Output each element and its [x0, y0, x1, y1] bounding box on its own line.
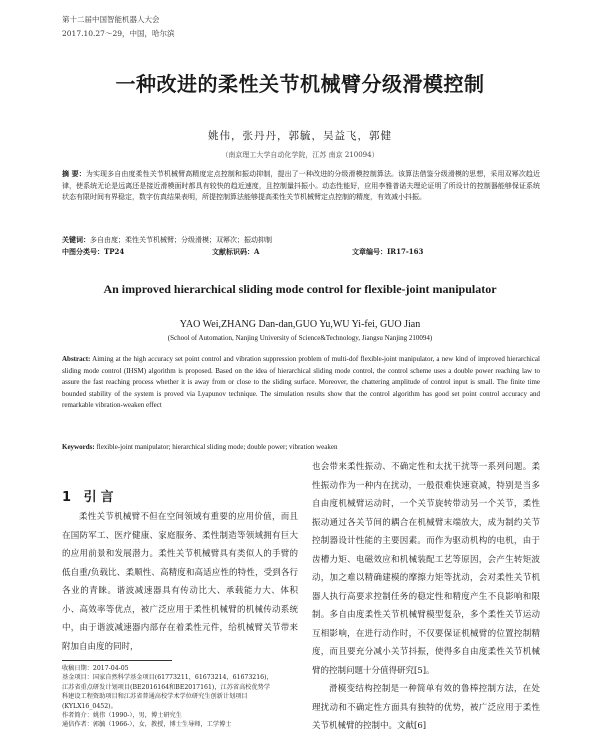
abstract-en-text: Aiming at the high accuracy set point control and vibration suppression problem of multi-dof flexible-joint manipulator, a new kind of improved hierarchical sliding mode control (IHSM) algorithm is proposed. Based on the idea of hierarchical sliding mode control, the control scheme uses a double power reaching law to assure the fast reaching process whether it is away from or close to the sliding surface. Moreover, the chattering amplitude of control input is small. The finite time bounded stability of the system is proved via Lyapunov technique. The simulation results show that the control algorithm has good set point control accuracy and remarkable vibration-weaken effect: [62, 355, 540, 409]
article-no-value: IR17-163: [387, 247, 424, 256]
doc-code-value: A: [254, 247, 260, 256]
body-right-paragraph-1: 也会带来柔性振动、不确定性和太扰干扰等一系列问题。柔性振动作为一种内在扰动，一般很难快速衰减，特别是当多自由度机械臂运动时，一个关节旋转带动另一个关节，柔性振动通过各关节间的耦合在机械臂末端放大，成为制约关节控制器设计性能的主要因素。而作为驱动机构的电机，由于齿槽力矩、电磁效应和机械装配工艺等原因，会产生转矩波动，加之难以精确建模的摩擦力矩等扰动，会对柔性关节机器人执行高要求控制任务的稳定性和精度产生不良影响和限制。多自由度柔性关节机械臂模型复杂，多个柔性关节运动互相影响，在进行动作时，不仅要保证机械臂的位置控制精度，而且要充分减小关节抖振，使得多自由度柔性关节机械臂的控制问题十分值得研究[5]。: [312, 462, 540, 676]
keywords-cn-label: 关键词：: [62, 235, 90, 244]
conference-date-place: 2017.10.27～29，中国，哈尔滨: [62, 29, 175, 38]
doc-code-label: 文献标识码：: [212, 247, 254, 256]
classification-line: [62, 247, 540, 257]
footnote-rule: [62, 660, 172, 661]
authors-en: YAO Wei,ZHANG Dan-dan,GUO Yu,WU Yi-fei, GUO Jian: [179, 319, 421, 330]
paper-title-cn: 一种改进的柔性关节机械臂分级滑模控制: [115, 72, 485, 96]
paper-title-en: An improved hierarchical sliding mode control for flexible-joint manipulator: [103, 282, 497, 296]
conference-name: 第十二届中国智能机器人大会: [62, 15, 160, 24]
footnote-line: 通信作者：郭毓（1966-），女，教授，博士生导师，工学博士: [62, 721, 232, 729]
abstract-en: [62, 354, 540, 412]
body-right-column: [312, 458, 540, 736]
abstract-en-label: Abstract:: [62, 355, 91, 363]
keywords-cn-text: 多自由度；柔性关节机械臂；分级滑模；双幂次；振动抑制: [90, 236, 272, 244]
affiliation-en: (School of Automation, Nanjing University of Science&Technology, Jiangsu Nanjing 210094): [167, 334, 433, 342]
footnote-line: 收稿日期：2017-04-05: [62, 665, 129, 672]
keywords-cn: [62, 234, 540, 246]
affiliation-cn: （南京理工大学自动化学院，江苏 南京 210094）: [221, 151, 379, 159]
clc-label: 中图分类号：: [62, 247, 104, 256]
abstract-cn-label: 摘 要：: [62, 169, 86, 178]
footnote-line: 基金项目：国家自然科学基金项目(61773211，61673214，61673216)，: [62, 674, 273, 682]
keywords-en: [62, 443, 540, 451]
section-heading-introduction: 1 引言: [62, 490, 118, 505]
footnote-line: 科建设工程资助项目和江苏省普通高校学术学位研究生创新计划项目: [62, 693, 248, 701]
body-left-column: 柔性关节机械臂不但在空间领域有重要的应用价值，而且在国防军工、医疗健康、家庭服务、柔性制造等领域拥有巨大的应用前景和发展潜力。柔性关节机械臂具有类似人的手臂的低自重/负载比、柔顺性、高精度和高适应性的特性，受到各行各业的青睐。谐波减速器具有传动比大、承载能力大、体积小、高效率等优点，被广泛应用于柔性机械臂的机械传动系统中，由于谐波减速器内部存在着柔性元件，给机械臂关节带来附加自由度的同时，: [62, 512, 298, 652]
article-no-label: 文章编号：: [352, 247, 387, 256]
footnote-line: 作者简介：姚伟（1990-），男，博士研究生: [62, 712, 182, 720]
body-right-paragraph-2: 滑模变结构控制是一种简单有效的鲁棒控制方法，在处理扰动和不确定性方面具有独特的优势，被广泛应用于柔性关节机械臂的控制中。文献[6]: [312, 684, 540, 731]
footnotes: [62, 664, 298, 730]
authors-cn: 姚伟，张丹丹，郭毓，吴益飞，郭健: [208, 130, 392, 142]
abstract-cn: [62, 168, 540, 204]
abstract-cn-text: 为实现多自由度柔性关节机械臂高精度定点控制和振动抑制，提出了一种改进的分级滑模控制算法。该算法借鉴分级滑模的思想，采用双幂次趋近律，使系统无论是远离还是接近滑模面时都具有较快的趋近速度，且控制量抖振小。动态性能好，应用李雅普诺夫理论证明了所设计的控制器能够保证系统状态有限时间有界稳定，数字仿真结果表明，所提控制算法能够提高柔性关节机械臂定点控制的精度，有效减小抖振。: [62, 170, 541, 201]
keywords-en-label: Keywords:: [62, 443, 95, 451]
clc-value: TP24: [104, 247, 125, 256]
keywords-en-text: flexible-joint manipulator; hierarchical sliding mode; double power; vibration weaken: [94, 443, 338, 451]
footnote-line: 江苏省重点研发计划项目(BE2016164和BE2017161)，江苏省高校优势学: [62, 683, 271, 691]
footnote-line: (KYLX16_0452)。: [62, 702, 117, 710]
